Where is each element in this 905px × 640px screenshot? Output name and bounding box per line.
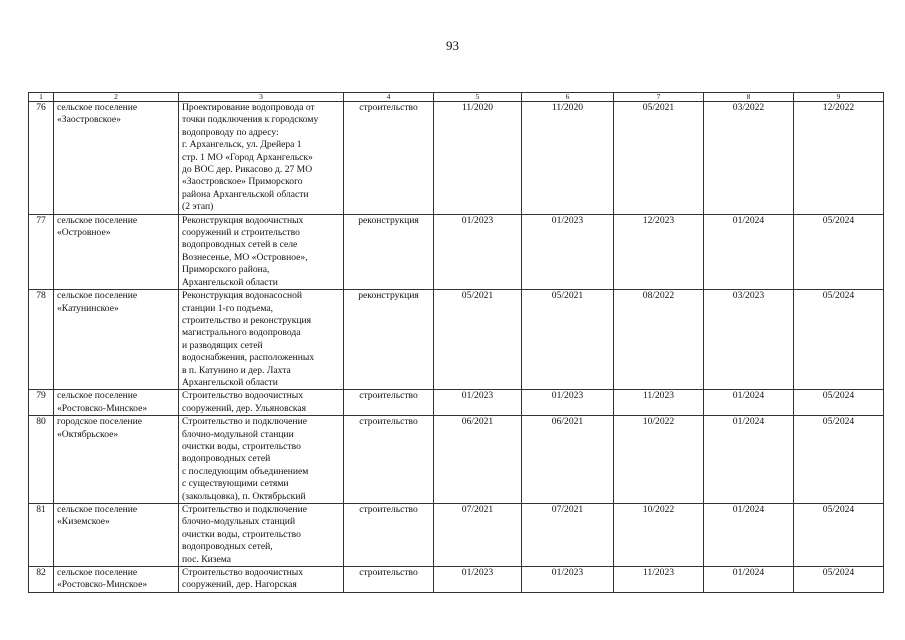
row-number: 82 [29, 567, 54, 593]
table-row [29, 567, 884, 593]
settlement-cell: сельское поселение «Островное» [54, 214, 179, 289]
settlement-cell: сельское поселение «Киземское» [54, 504, 179, 567]
work-type-cell: строительство [344, 102, 434, 215]
table-row [29, 290, 884, 390]
table-row [29, 214, 884, 289]
date-cell-5: 01/2023 [434, 567, 522, 593]
description-cell: Проектирование водопровода от точки подключения к городскому водопроводу по адресу: г. Архангельск, ул. Дрейера 1 стр. 1 МО «Город Архангельск» до ВОС дер. Рикасово д. 27 МО «Заостровское» Приморского района Архангельской области (2 этап) [179, 102, 344, 215]
date-cell-8: 03/2023 [704, 290, 794, 390]
description-cell: Строительство и подключение блочно-модульных станций очистки воды, строительство водопроводных сетей, пос. Кизема [179, 504, 344, 567]
date-cell-9: 05/2024 [794, 416, 884, 504]
col-6-header: 6 [522, 93, 614, 102]
settlement-cell: городское поселение «Октябрьское» [54, 416, 179, 504]
description-cell: Строительство водоочистных сооружений, дер. Ульяновская [179, 390, 344, 416]
table-row [29, 504, 884, 567]
date-cell-7: 10/2022 [614, 416, 704, 504]
date-cell-9: 05/2024 [794, 390, 884, 416]
row-number: 76 [29, 102, 54, 215]
description-cell: Реконструкция водоочистных сооружений и строительство водопроводных сетей в селе Вознесенье, МО «Островное», Приморского района, Архангельской области [179, 214, 344, 289]
projects-table [28, 92, 884, 593]
date-cell-6: 05/2021 [522, 290, 614, 390]
row-number: 78 [29, 290, 54, 390]
col-8-header: 8 [704, 93, 794, 102]
date-cell-7: 11/2023 [614, 390, 704, 416]
work-type-cell: строительство [344, 416, 434, 504]
date-cell-6: 07/2021 [522, 504, 614, 567]
table-row [29, 390, 884, 416]
col-4-header: 4 [344, 93, 434, 102]
date-cell-6: 01/2023 [522, 214, 614, 289]
date-cell-5: 11/2020 [434, 102, 522, 215]
date-cell-8: 01/2024 [704, 214, 794, 289]
date-cell-6: 01/2023 [522, 390, 614, 416]
row-number: 80 [29, 416, 54, 504]
date-cell-9: 05/2024 [794, 504, 884, 567]
description-cell: Строительство и подключение блочно-модульной станции очистки воды, строительство водопроводных сетей с последующим объединением с существующими сетями (закольцовка), п. Октябрьский [179, 416, 344, 504]
row-number: 77 [29, 214, 54, 289]
date-cell-8: 01/2024 [704, 567, 794, 593]
work-type-cell: реконструкция [344, 290, 434, 390]
date-cell-5: 01/2023 [434, 390, 522, 416]
date-cell-5: 01/2023 [434, 214, 522, 289]
date-cell-5: 05/2021 [434, 290, 522, 390]
work-type-cell: строительство [344, 504, 434, 567]
date-cell-5: 06/2021 [434, 416, 522, 504]
date-cell-6: 11/2020 [522, 102, 614, 215]
work-type-cell: строительство [344, 390, 434, 416]
date-cell-6: 01/2023 [522, 567, 614, 593]
date-cell-7: 11/2023 [614, 567, 704, 593]
col-9-header: 9 [794, 93, 884, 102]
col-2-header: 2 [54, 93, 179, 102]
date-cell-8: 01/2024 [704, 416, 794, 504]
date-cell-7: 05/2021 [614, 102, 704, 215]
date-cell-9: 12/2022 [794, 102, 884, 215]
work-type-cell: строительство [344, 567, 434, 593]
col-5-header: 5 [434, 93, 522, 102]
settlement-cell: сельское поселение «Заостровское» [54, 102, 179, 215]
page-number: 93 [446, 38, 459, 53]
col-1-header: 1 [29, 93, 54, 102]
date-cell-9: 05/2024 [794, 214, 884, 289]
date-cell-8: 03/2022 [704, 102, 794, 215]
date-cell-7: 12/2023 [614, 214, 704, 289]
date-cell-6: 06/2021 [522, 416, 614, 504]
settlement-cell: сельское поселение «Ростовско-Минское» [54, 567, 179, 593]
date-cell-7: 10/2022 [614, 504, 704, 567]
column-number-row [29, 93, 884, 102]
row-number: 81 [29, 504, 54, 567]
date-cell-8: 01/2024 [704, 390, 794, 416]
settlement-cell: сельское поселение «Ростовско-Минское» [54, 390, 179, 416]
date-cell-5: 07/2021 [434, 504, 522, 567]
settlement-cell: сельское поселение «Катунинское» [54, 290, 179, 390]
date-cell-7: 08/2022 [614, 290, 704, 390]
description-cell: Реконструкция водонасосной станции 1-го подъема, строительство и реконструкция магистрального водопровода и разводящих сетей водоснабжения, расположенных в п. Катунино и дер. Лахта Архангельской области [179, 290, 344, 390]
date-cell-9: 05/2024 [794, 567, 884, 593]
date-cell-9: 05/2024 [794, 290, 884, 390]
row-number: 79 [29, 390, 54, 416]
work-type-cell: реконструкция [344, 214, 434, 289]
date-cell-8: 01/2024 [704, 504, 794, 567]
table-row [29, 102, 884, 215]
col-7-header: 7 [614, 93, 704, 102]
description-cell: Строительство водоочистных сооружений, дер. Нагорская [179, 567, 344, 593]
table-row [29, 416, 884, 504]
col-3-header: 3 [179, 93, 344, 102]
